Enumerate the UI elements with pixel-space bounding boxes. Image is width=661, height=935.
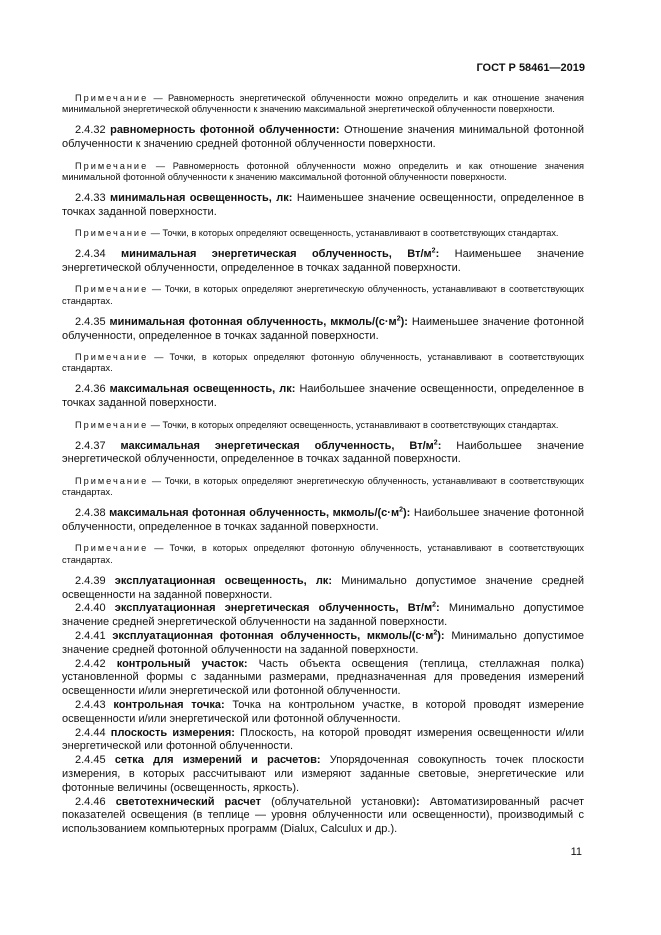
definition-2-4-44: 2.4.44 плоскость измерения: Плоскость, на которой проводят измерения освещенности и/или энергетической или фотонной облученности. xyxy=(62,726,584,753)
definition-2-4-46: 2.4.46 светотехнический расчет (облучательной установки): Автоматизированный расчет показателей освещения (в теплице — уровня облученности или освещенности), производимый с использованием компьютерных программ (Dialux, Calculux и др.). xyxy=(62,795,585,836)
note-2-4-38: Примечание — Точки, в которых определяют фотонную облученность, устанавливают в соответствующих стандартах. xyxy=(62,543,584,565)
note-label: Примечание xyxy=(75,475,149,486)
definition-2-4-35: 2.4.35 минимальная фотонная облученность, мкмоль/$(с\cdot м^2)$: Наименьшее значение фотонной облученности, определенное в точках заданной поверхности. xyxy=(62,315,584,342)
note-2-4-32: Примечание — Равномерность фотонной облученности можно определить и как отношение значения минимальной фотонной облученности к значению максимальной фотонной облученности поверхности. xyxy=(62,160,584,182)
definition-2-4-33: 2.4.33 минимальная освещенность, лк: Наименьшее значение освещенности, определенное в точках заданной поверхности. xyxy=(62,192,584,218)
term: максимальная освещенность, лк: xyxy=(109,383,296,396)
note-label: Примечание xyxy=(75,419,149,430)
note-2-4-33: Примечание — Точки, в которых определяют освещенность, устанавливают в соответствующих стандартах. xyxy=(75,228,559,239)
definition-2-4-43: 2.4.43 контрольная точка: Точка на контрольном участке, в которой проводят измерение освещенности и/или энергетической или фотонной облученности. xyxy=(62,698,585,725)
note-2-4-36: Примечание — Точки, в которых определяют освещенность, устанавливают в соответствующих стандартах. xyxy=(75,419,559,430)
term: контрольная точка: xyxy=(113,698,225,711)
note-2-4-35: Примечание — Точки, в которых определяют фотонную облученность, устанавливают в соответствующих стандартах. xyxy=(62,351,584,374)
term: минимальная энергетическая облученность, $Вт/м^2$: xyxy=(121,247,440,261)
definition-2-4-32: 2.4.32 равномерность фотонной облученности: Отношение значения минимальной фотонной облученности к значению средней фотонной облученности поверхности. xyxy=(62,124,585,151)
definition-2-4-45: 2.4.45 сетка для измерений и расчетов: Упорядоченная совокупность точек плоскости измерения, в которых рассчитывают или измеряют заданные световые, энергетические или фотонные величины (освещенность, яркость). xyxy=(62,754,585,794)
note-label: Примечание xyxy=(75,543,149,554)
note-2-4-31: Примечание — Равномерность энергетической облученности можно определить и как отношение значения минимальной энергетической облученности к значению максимальной энергетической облученности поверхности. xyxy=(62,93,584,115)
page-number: 11 xyxy=(570,846,582,858)
term: контрольный участок: xyxy=(116,657,248,670)
term: эксплуатационная освещенность, лк: xyxy=(114,574,332,587)
term: равномерность фотонной облученности: xyxy=(110,124,340,137)
definition-2-4-36: 2.4.36 максимальная освещенность, лк: Наибольшее значение освещенности, определенное в точках заданной поверхности. xyxy=(62,383,585,410)
document-id: ГОСТ Р 58461—2019 xyxy=(476,62,585,74)
term: максимальная фотонная облученность, мкмоль/$(с\cdot м^2)$: xyxy=(109,506,411,520)
note-label: Примечание xyxy=(75,351,149,362)
term: эксплуатационная фотонная облученность, мкмоль/$(с\cdot м^2)$: xyxy=(112,629,445,642)
term: сетка для измерений и расчетов: xyxy=(114,754,321,767)
note-label: Примечание xyxy=(75,284,149,295)
definition-2-4-34: 2.4.34 минимальная энергетическая облученность, $Вт/м^2$: Наименьшее значение энергетической облученности, определенное в точках заданной поверхности. xyxy=(62,247,585,274)
definition-2-4-39: 2.4.39 эксплуатационная освещенность, лк: Минимально допустимое значение средней освещенности на заданной поверхности. xyxy=(62,574,584,601)
note-label: Примечание xyxy=(75,93,149,103)
note-label: Примечание xyxy=(75,160,149,171)
term: эксплуатационная энергетическая облученность, $Вт/м^2$: xyxy=(114,601,440,615)
term: максимальная энергетическая облученность, $Вт/м^2$: xyxy=(120,438,442,452)
term: светотехнический расчет xyxy=(115,795,261,808)
note-2-4-34: Примечание — Точки, в которых определяют энергетическую облученность, устанавливают в соответствующих стандартах. xyxy=(62,284,584,306)
definition-2-4-42: 2.4.42 контрольный участок: Часть объекта освещения (теплица, стеллажная полка) установленной формы с заданными размерами, предназначенная для проведения измерений освещенности и/или энергетической или фотонной облученности. xyxy=(62,657,584,698)
term: минимальная фотонная облученность, мкмоль/$(с\cdot м^2)$: xyxy=(109,315,408,328)
definition-2-4-40: 2.4.40 эксплуатационная энергетическая облученность, $Вт/м^2$: Минимально допустимое значение средней энергетической облученности на заданной поверхности. xyxy=(62,601,584,629)
page-content xyxy=(62,93,584,837)
definition-2-4-37: 2.4.37 максимальная энергетическая облученность, $Вт/м^2$: Наибольшее значение энергетической облученности, определенное в точках заданной поверхности. xyxy=(62,438,585,466)
term: плоскость измерения: xyxy=(110,726,235,739)
note-2-4-37: Примечание — Точки, в которых определяют энергетическую облученность, устанавливают в соответствующих стандартах. xyxy=(62,475,584,498)
definition-2-4-38: 2.4.38 максимальная фотонная облученность, мкмоль/$(с\cdot м^2)$: Наибольшее значение фотонной облученности, определенное в точках заданной поверхности. xyxy=(62,506,584,533)
note-label: Примечание xyxy=(75,228,149,239)
term: минимальная освещенность, лк: xyxy=(110,192,293,204)
definition-2-4-41: 2.4.41 эксплуатационная фотонная облученность, мкмоль/$(с\cdot м^2)$: Минимально допустимое значение средней фотонной облученности на заданной поверхности. xyxy=(62,629,584,656)
